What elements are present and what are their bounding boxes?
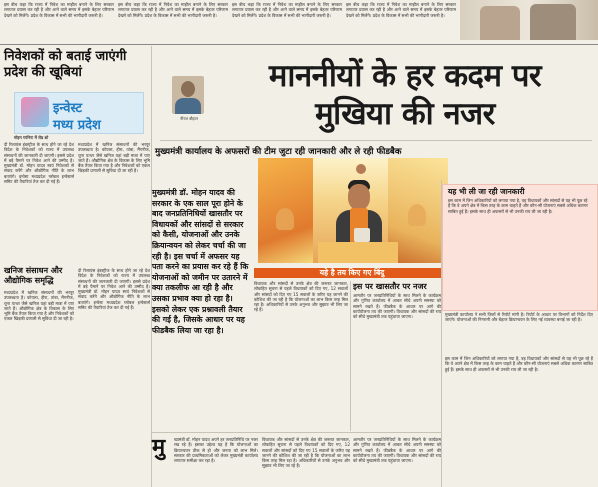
info-box-body: इस काम में जिन अधिकारियों को लगाया गया है, वह विधायकों और सांसदों से यह भी पूछ रहे हैं कि वे अपने क्षेत्र में किस तरह के काम चाहते हैं और कौन-सी योजनाएं सबसे अधिक कारगर साबित हुई हैं। इसके साथ ही अफसरों से भी उनकी राय ली जा रही है। <box>448 198 588 214</box>
cm-photo <box>258 158 448 263</box>
left-caption: मोहन गर्वनेन्ट में रोड शो <box>14 135 49 140</box>
invest-logo-line2: मध्य प्रदेश <box>53 118 101 133</box>
invest-mp-logo <box>14 92 144 134</box>
left-subhead: खनिज संसाधन और औद्योगिक समृद्धि <box>4 266 63 285</box>
top-text-col-2: इस बीच कहा कि राज्य में निवेश का माहौल बनाने के लिए सरकार लगातार प्रयास कर रही है और आने वाले समय में इसके बेहतर परिणाम देखने को मिलेंगे। प्रदेश के विकास में सभी की भागीदारी जरूरी है। <box>118 2 228 18</box>
right-subhead: इस पर खासतौर पर नजर <box>353 282 427 291</box>
deck-rule <box>160 140 592 141</box>
bottom-body-c: आमतौर पर जनप्रतिनिधियों के साथ मिलने के कार्यक्रम और गुणित कार्यालय में आकर सीधे अपनी समस्या को सामने रखते हैं। फीडबैक के आधार पर आगे की कार्ययोजना तय की जाएगी। विधायक और सांसदों की राय को सीधे मुख्यमंत्री तक पहुंचाया जाएगा। <box>353 437 441 464</box>
invest-logo-line1: इन्वेस्ट <box>53 101 83 116</box>
invest-logo-icon <box>21 97 49 127</box>
top-photo <box>460 0 598 40</box>
highlights-title: यहे है तय किए गए बिंदु <box>319 268 385 277</box>
main-headline-line1: माननीयों के हर कदम पर <box>268 58 542 94</box>
sidebar-body: मुख्यमंत्री कार्यालय ने सभी जिलों से रिपोर्ट मांगी है। रिपोर्ट के आधार पर विभागों को निर्देश दिए जाएंगे। योजनाओं की निगरानी और बेहतर क्रियान्वयन के लिए नई व्यवस्था बनाई जा रही है। <box>445 312 593 323</box>
bottom-body-b: विधायक और सांसदों से उनके क्षेत्र की जरूरत जानकार, लोकहित सूचना से पहले विधायकों को दिए गए, 12 सवालों और सांसदों को दिए गए 15 सवालों के जरिए यह जानने की कोशिश की जा रही है कि योजनाओं का लाभ किस तरह मिल रहा है। अधिकारियों से उनके अनुभव और सुझाव भी लिए जा रहे हैं। <box>262 437 350 469</box>
bottom-body-a: ख्यमंत्री डॉ. मोहन यादव अपने हर जनप्रतिनिधि पर नजर रख रहे हैं। इसका उद्देश्य यह है कि योजनाओं का क्रियान्वयन ठीक से हो और जनता को लाभ मिले। सरकार की प्राथमिकताओं को लेकर मुख्यमंत्री कार्यालय लगातार समीक्षा कर रहा है। <box>174 437 258 464</box>
left-body-1a: दी रिलायंस इंडस्ट्रीज के साथ होने जा रहे देश विदेश के निवेशकों को राज्य में उपलब्ध संसाधनों की जानकारी दी जाएगी। इससे प्रदेश में बड़े पैमाने पर निवेश आने की उम्मीद है। मुख्यमंत्री डॉ. मोहन यादव स्वयं निवेशकों से संवाद करेंगे और औद्योगिक नीति के लाभ बताएंगे। इन्वेस्ट मध्यप्रदेश ग्लोबल इन्वेस्टर्स समिट की तैयारियां तेज कर दी गई हैं। <box>4 142 74 185</box>
dropcap: मु <box>152 435 166 460</box>
top-text-col-1: इस बीच कहा कि राज्य में निवेश का माहौल बनाने के लिए सरकार लगातार प्रयास कर रही है और आने वाले समय में इसके बेहतर परिणाम देखने को मिलेंगे। प्रदेश के विकास में सभी की भागीदारी जरूरी है। <box>4 2 114 18</box>
bottom-divider <box>152 432 442 433</box>
author-photo <box>172 76 204 114</box>
main-headline <box>245 57 565 133</box>
right-body: आमतौर पर जनप्रतिनिधियों के साथ मिलने के कार्यक्रम और गुणित कार्यालय में आकर सीधे अपनी समस्या को सामने रखते हैं। फीडबैक के आधार पर आगे की कार्ययोजना तय की जाएगी। विधायक और सांसदों की राय को सीधे मुख्यमंत्री तक पहुंचाया जाएगा। <box>353 293 441 320</box>
top-text-col-4: इस बीच कहा कि राज्य में निवेश का माहौल बनाने के लिए सरकार लगातार प्रयास कर रही है और आने वाले समय में इसके बेहतर परिणाम देखने को मिलेंगे। प्रदेश के विकास में सभी की भागीदारी जरूरी है। <box>346 2 456 18</box>
top-text-col-3: इस बीच कहा कि राज्य में निवेश का माहौल बनाने के लिए सरकार लगातार प्रयास कर रही है और आने वाले समय में इसके बेहतर परिणाम देखने को मिलेंगे। प्रदेश के विकास में सभी की भागीदारी जरूरी है। <box>232 2 342 18</box>
left-headline: निवेशकों को बताई जाएंगी प्रदेश की खूबियां <box>4 49 127 80</box>
sidebar-body-2: इस काम में जिन अधिकारियों को लगाया गया है, वह विधायकों और सांसदों से यह भी पूछ रहे हैं कि वे अपने क्षेत्र में किस तरह के काम चाहते हैं और कौन-सी योजनाएं सबसे अधिक कारगर साबित हुई हैं। इसके साथ ही अफसरों से भी उनकी राय ली जा रही है। <box>445 356 593 372</box>
author-name: नीरज बौहान <box>180 116 198 121</box>
left-body-2b: दी रिलायंस इंडस्ट्रीज के साथ होने जा रहे देश विदेश के निवेशकों को राज्य में उपलब्ध संसाधनों की जानकारी दी जाएगी। इससे प्रदेश में बड़े पैमाने पर निवेश आने की उम्मीद है। मुख्यमंत्री डॉ. मोहन यादव स्वयं निवेशकों से संवाद करेंगे और औद्योगिक नीति के लाभ बताएंगे। इन्वेस्ट मध्यप्रदेश ग्लोबल इन्वेस्टर्स समिट की तैयारियां तेज कर दी गई हैं। <box>78 268 150 311</box>
main-deck: मुख्यमंत्री कार्यालय के अफसरों की टीम जुटा रही जानकारी और ले रही फीडबैक <box>155 147 402 157</box>
highlights-body-a: विधायक और सांसदों से उनके क्षेत्र की जरूरत जानकार, लोकहित सूचना से पहले विधायकों को दिए गए, 12 सवालों और सांसदों को दिए गए 15 सवालों के जरिए यह जानने की कोशिश की जा रही है कि योजनाओं का लाभ किस तरह मिल रहा है। अधिकारियों से उनके अनुभव और सुझाव भी लिए जा रहे हैं। <box>254 281 348 313</box>
left-body-2a: मध्यप्रदेश में खनिज संसाधनों की भरपूर उपलब्धता है। कोयला, हीरा, तांबा, मैंगनीज, चूना पत्थर जैसे खनिज यहां बड़ी मात्रा में पाए जाते हैं। औद्योगिक क्षेत्र के विकास के लिए भूमि बैंक तैयार किया गया है और निवेशकों को एकल खिड़की प्रणाली से सुविधा दी जा रही है। <box>4 290 74 322</box>
col-divider-2 <box>350 281 351 431</box>
top-divider <box>0 44 598 45</box>
main-headline-line2: मुखिया की नजर <box>315 96 495 132</box>
pull-quote: मुख्यमंत्री डॉ. मोहन यादव की सरकार के एक साल पूरा होने के बाद जनप्रतिनिधियों खासतौर पर विधायकों और सांसदों से सरकार को कैसी, योजनाओं और उनके क्रियान्वयन को लेकर चर्चा की जा रही है। इस चर्चा में अफसर यह पता करने का प्रयास कर रहे हैं कि योजनाओं को जमीन पर उतारने में क्या तकलीफ आ रही है और उसका प्रभाव क्या हो रहा है। इसको लेकर एक प्रश्नावली तैयार की गई है, जिसके आधार पर यह फीडबैक लिया जा रहा है। <box>152 188 249 335</box>
info-box-title: यह भी ली जा रही जानकारी <box>448 187 525 196</box>
top-article-strip <box>0 0 598 44</box>
left-body-1b: मध्यप्रदेश में खनिज संसाधनों की भरपूर उपलब्धता है। कोयला, हीरा, तांबा, मैंगनीज, चूना पत्थर जैसे खनिज यहां बड़ी मात्रा में पाए जाते हैं। औद्योगिक क्षेत्र के विकास के लिए भूमि बैंक तैयार किया गया है और निवेशकों को एकल खिड़की प्रणाली से सुविधा दी जा रही है। <box>78 142 150 174</box>
